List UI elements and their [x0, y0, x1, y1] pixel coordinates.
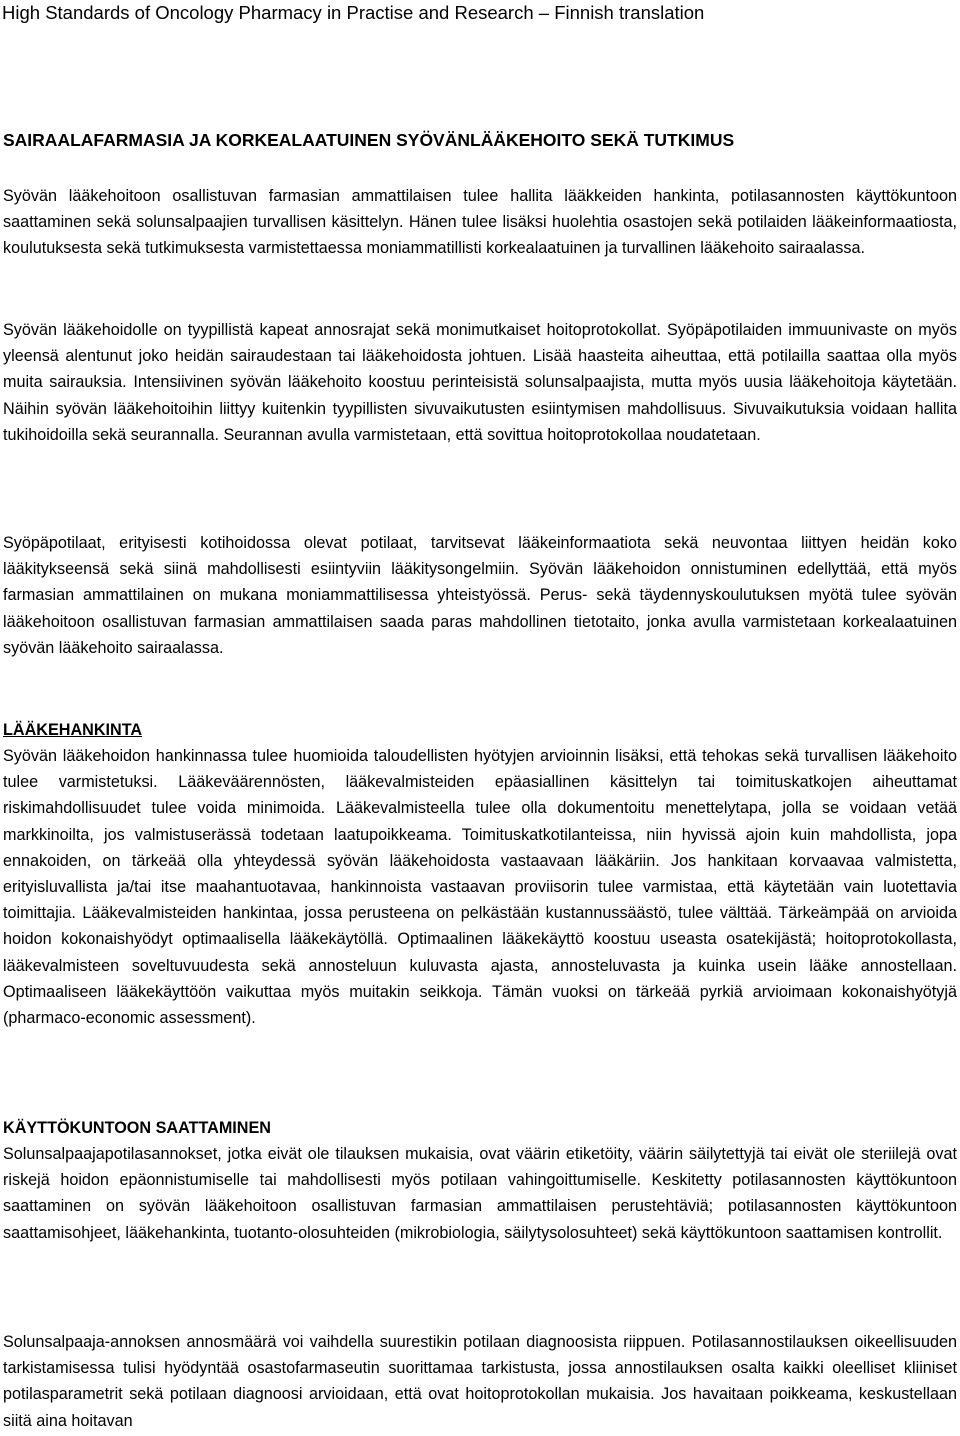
- intro-paragraph: Syövän lääkehoitoon osallistuvan farmasian ammattilaisen tulee hallita lääkkeiden hankinta, potilasannosten käyttökuntoon saattaminen sekä solunsalpaajien turvallisen käsittelyn. Hänen tulee lisäksi huolehtia osastojen sekä potilaiden lääkeinformaatiosta, koulutuksesta sekä tutkimuksesta varmistettaessa moniammatillisti korkealaatuinen ja turvallinen lääkehoito sairaalassa.: [3, 187, 957, 258]
- section-paragraph: Syövän lääkehoidon hankinnassa tulee huomioida taloudellisten hyötyjen arvioinnin lisäksi, että tehokas sekä turvallisen lääkehoito tulee varmistetuksi. Lääkeväärennösten, lääkevalmisteiden epäasiallinen käsittelyn tai toimituskatkojen aiheuttamat riskimahdollisuudet tulee voida minimoida. Lääkevalmisteella tulee olla dokumentoitu menettelytapa, jolla se voidaan vetää markkinoilta, jos valmistuserässä todetaan laatupoikkeama. Toimituskatkotilanteissa, niin hyvissä ajoin kuin mahdollista, jopa ennakoiden, on tärkeää olla yhteydessä syövän lääkehoidosta vastaavaan lääkäriin. Jos hankitaan korvaavaa valmistetta, erityisluvallista ja/tai itse maahantuotavaa, hankinnoista vastaavan proviisorin tulee varmistaa, että käytetään vain luotettavia toimittajia. Lääkevalmisteiden hankintaa, jossa perusteena on pelkästään kustannussäästö, tulee välttää. Tärkeämpää on arvioida hoidon kokonaishyödyt optimaalisella lääkekäytöllä. Optimaalinen lääkekäyttö koostuu useasta osatekijästä; hoitoprotokollasta, lääkevalmisteen soveltuvuudesta sekä annosteluun kuluvasta ajasta, annosteluvasta ja kuinka usein lääke annostellaan. Optimaaliseen lääkekäyttöön vaikuttaa myös muitakin seikkoja. Tämän vuoksi on tärkeää pyrkiä arvioimaan kokonaishyötyjä (pharmaco-economic assessment).: [3, 747, 957, 1028]
- section-heading-laakehankinta: LÄÄKEHANKINTA: [3, 721, 143, 739]
- document-title: SAIRAALAFARMASIA JA KORKEALAATUINEN SYÖVÄNLÄÄKEHOITO SEKÄ TUTKIMUS: [3, 130, 735, 150]
- section-heading-kayttokuntoon-saattaminen: KÄYTTÖKUNTOON SAATTAMINEN: [3, 1119, 271, 1137]
- section-paragraph: Solunsalpaajapotilasannokset, jotka eivät ole tilauksen mukaisia, ovat väärin etiketöity, väärin säilytettyjä tai eivät ole steriilejä ovat riskejä hoidon epäonnistumiselle tai mahdollisesti myös potilaan vahingoittumiselle. Keskitetty potilasannosten käyttökuntoon saattaminen on syövän lääkehoitoon osallistuvan farmasian ammattilaisen perustehtäviä; potilasannosten käyttökuntoon saattamisohjeet, lääkehankinta, tuotanto-olosuhteiden (mikrobiologia, säilytysolosuhteet) sekä käyttökuntoon saattamisen kontrollit.: [3, 1145, 957, 1242]
- running-header: High Standards of Oncology Pharmacy in Practise and Research – Finnish translation: [2, 2, 705, 23]
- section-paragraph: Solunsalpaaja-annoksen annosmäärä voi vaihdella suurestikin potilaan diagnoosista riippuen. Potilasannostilauksen oikeellisuuden tarkistamisessa tulisi hyödyntää osastofarmaseutin suorittamaa tarkistusta, jossa annostilauksen osalta kaikki oleelliset kliiniset potilasparametrit sekä potilaan diagnoosi arvioidaan, että ovat hoitoprotokollan mukaisia. Jos havaitaan poikkeama, keskustellaan siitä aina hoitavan: [3, 1333, 957, 1430]
- intro-paragraph: Syövän lääkehoidolle on tyypillistä kapeat annosrajat sekä monimutkaiset hoitoprotokollat. Syöpäpotilaiden immuunivaste on myös yleensä alentunut joko heidän sairaudestaan tai lääkehoidosta johtuen. Lisää haasteita aiheuttaa, että potilailla saattaa olla myös muita sairauksia. Intensiivinen syövän lääkehoito koostuu perinteisistä solunsalpaajista, mutta myös uusia lääkehoitoja käytetään. Näihin syövän lääkehoitoihin liittyy kuitenkin tyypillisten sivuvaikutusten esiintymisen mahdollisuus. Sivuvaikutuksia voidaan hallita tukihoidoilla sekä seurannalla. Seurannan avulla varmistetaan, että sovittua hoitoprotokollaa noudatetaan.: [3, 321, 957, 444]
- intro-paragraph: Syöpäpotilaat, erityisesti kotihoidossa olevat potilaat, tarvitsevat lääkeinformaatiota sekä neuvontaa liittyen heidän koko lääkitykseensä sekä siinä mahdollisesti esiintyviin lääkitysongelmiin. Syövän lääkehoidon onnistuminen edellyttää, että myös farmasian ammattilainen on mukana moniammattilisessa yhteistyössä. Perus- sekä täydennyskoulutuksen myötä tulee syövän lääkehoitoon osallistuvan farmasian ammattilaisen saada paras mahdollinen tietotaito, jonka avulla varmistetaan korkealaatuinen syövän lääkehoito sairaalassa.: [3, 534, 957, 657]
